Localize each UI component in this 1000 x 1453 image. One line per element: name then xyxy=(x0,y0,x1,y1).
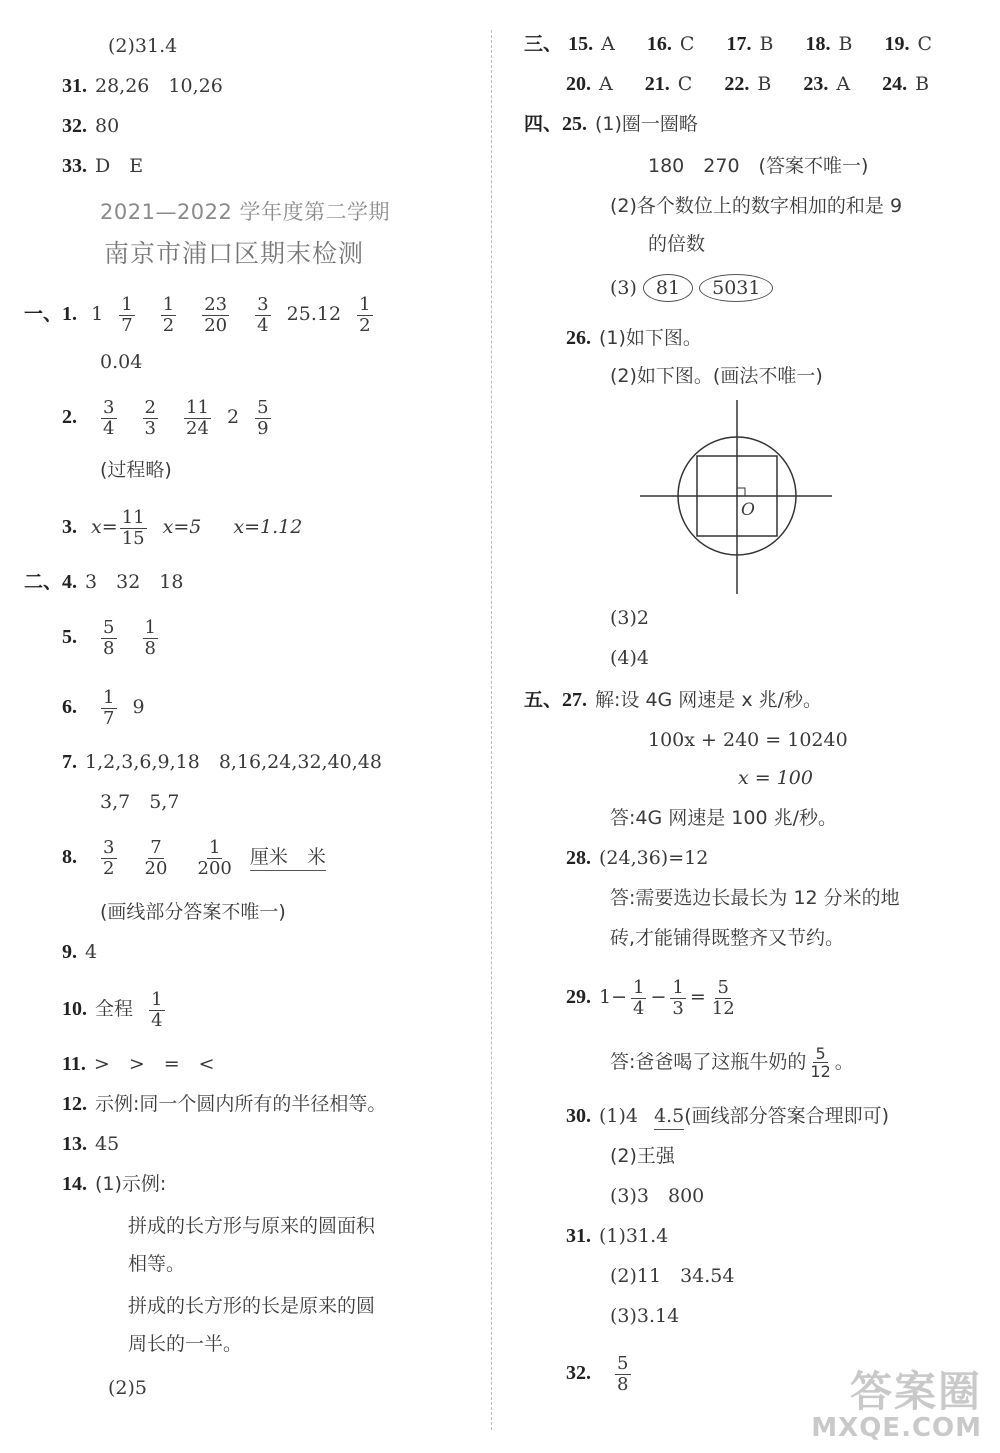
answer-4: 二、4. 3 32 18 xyxy=(24,571,184,593)
answer-31-c: (3)3.14 xyxy=(610,1305,680,1327)
center-label-o: O xyxy=(741,500,755,520)
answer-5: 5. $\frac{5}{8}$ $\frac{1}{8}$ xyxy=(62,616,156,659)
fraction: $\frac{3}{4}$ xyxy=(257,293,269,336)
answer-29: 29. 1− $\frac{1}{4}$ − $\frac{1}{3}$ = $\frac{5}{12}$ xyxy=(566,976,735,1019)
circle-square-diagram xyxy=(640,400,832,594)
right-angle-mark xyxy=(737,488,745,496)
column-divider xyxy=(491,30,492,1430)
answer-14-p5: (2)5 xyxy=(108,1377,148,1399)
fraction: $\frac{5}{9}$ xyxy=(257,396,269,439)
underlined-answer: 厘米 米 xyxy=(250,846,326,871)
fraction: $\frac{1}{200}$ xyxy=(197,836,232,879)
fraction: $\frac{7}{20}$ xyxy=(144,836,168,879)
fraction: $\frac{2}{3}$ xyxy=(144,396,156,439)
answer-14: 14. (1)示例: xyxy=(62,1173,167,1195)
answer-14-p3: 拼成的长方形的长是原来的圆 xyxy=(128,1295,376,1317)
circled-number: 81 xyxy=(643,274,693,302)
answer-29-b: 答:爸爸喝了这瓶牛奶的 $\frac{5}{12}$ 。 xyxy=(610,1044,854,1081)
fraction: $\frac{23}{20}$ xyxy=(204,293,228,336)
answer-1-cont: 0.04 xyxy=(100,351,143,373)
fraction: $\frac{11}{24}$ xyxy=(186,396,209,439)
answer-8-note: (画线部分答案不唯一) xyxy=(100,901,286,923)
answer-33-left: 33. D E xyxy=(62,155,144,177)
fraction: $\frac{5}{8}$ xyxy=(103,616,115,659)
answer-31-b: (2)11 34.54 xyxy=(610,1265,735,1287)
answer-26-b: (2)如下图。(画法不唯一) xyxy=(610,365,823,387)
answer-30-b: (2)王强 xyxy=(610,1145,675,1167)
fraction: $\frac{5}{12}$ xyxy=(711,976,735,1019)
answer-14-p2: 相等。 xyxy=(128,1253,186,1275)
answer-26-d: (4)4 xyxy=(610,647,650,669)
answers-15-19: 三、 15. A 16. C 17. B 18. B 19. C xyxy=(524,33,933,55)
answer-27: 五、27. 解:设 4G 网速是 x 兆/秒。 xyxy=(524,689,823,711)
answer-7-cont: 3,7 5,7 xyxy=(100,791,180,813)
fraction: $\frac{1}{2}$ xyxy=(359,293,371,336)
fraction: $\frac{1}{7}$ xyxy=(121,293,133,336)
fraction: $\frac{11}{15}$ xyxy=(121,506,145,549)
answer-12: 12. 示例:同一个圆内所有的半径相等。 xyxy=(62,1093,387,1115)
answer-2-note: (过程略) xyxy=(100,459,172,481)
fraction: $\frac{1}{7}$ xyxy=(103,686,115,729)
answer-32-left: 32. 80 xyxy=(62,115,120,137)
answer-25-c: (2)各个数位上的数字相加的和是 9 xyxy=(610,195,903,217)
answer-25: 四、25. (1)圈一圈略 xyxy=(524,113,698,135)
answer-8: 8. $\frac{3}{2}$ $\frac{7}{20}$ $\frac{1}{200}$ 厘米 米 xyxy=(62,836,326,879)
section-title-exam: 南京市浦口区期末检测 xyxy=(104,239,365,268)
section-title-year: 2021—2022 学年度第二学期 xyxy=(100,200,391,224)
fraction: $\frac{1}{3}$ xyxy=(672,976,684,1019)
answer-11: 11. > > = < xyxy=(62,1053,215,1075)
answers-20-24: 20. A 21. C 22. B 23. A 24. B xyxy=(566,73,930,95)
answer-26-c: (3)2 xyxy=(610,607,650,629)
answer-25-b: 180 270 (答案不唯一) xyxy=(648,155,869,177)
answer-1: 一、1. 1 $\frac{1}{7}$ $\frac{1}{2}$ $\frac{23}{20}$ $\frac{3}{4}$ 25.12 $\frac{1}{2}$ xyxy=(24,293,371,336)
circled-number: 5031 xyxy=(699,274,773,302)
answer-25-d: 的倍数 xyxy=(648,233,706,255)
answer-31: 31. (1)31.4 xyxy=(566,1225,669,1247)
answer-28-b: 答:需要选边长最长为 12 分米的地 xyxy=(610,887,900,909)
underlined-answer: 4.5 xyxy=(654,1105,684,1130)
left-line-1: (2)31.4 xyxy=(108,35,178,57)
answer-9: 9. 4 xyxy=(62,941,98,963)
answer-25-e: (3) 81 5031 xyxy=(610,274,773,302)
watermark: 答案圈 MXQE.COM xyxy=(811,1367,982,1443)
answer-6: 6. $\frac{1}{7}$ 9 xyxy=(62,686,145,729)
answer-13: 13. 45 xyxy=(62,1133,120,1155)
answer-27-b: 100x + 240 = 10240 xyxy=(648,729,848,751)
fraction: $\frac{3}{4}$ xyxy=(103,396,115,439)
fraction: $\frac{5}{8}$ xyxy=(617,1352,629,1395)
answer-7: 7. 1,2,3,6,9,18 8,16,24,32,40,48 xyxy=(62,751,382,773)
answer-31-left: 31. 28,26 10,26 xyxy=(62,75,223,97)
fraction: $\frac{5}{12}$ xyxy=(810,1044,831,1081)
fraction: $\frac{1}{2}$ xyxy=(162,293,175,336)
answer-14-p1: 拼成的长方形与原来的圆面积 xyxy=(128,1215,376,1237)
answer-27-d: 答:4G 网速是 100 兆/秒。 xyxy=(610,807,837,829)
answer-10: 10. 全程 $\frac{1}{4}$ xyxy=(62,988,163,1031)
answer-32: 32. $\frac{5}{8}$ xyxy=(566,1352,629,1395)
fraction: $\frac{1}{4}$ xyxy=(633,976,645,1019)
answer-26: 26. (1)如下图。 xyxy=(566,327,702,349)
answer-30-c: (3)3 800 xyxy=(610,1185,705,1207)
answer-2: 2. $\frac{3}{4}$ $\frac{2}{3}$ $\frac{11}{24}$ 2 $\frac{5}{9}$ xyxy=(62,396,269,439)
answer-27-c: x = 100 xyxy=(738,767,813,789)
fraction: $\frac{1}{4}$ xyxy=(151,988,163,1031)
answer-30: 30. (1)4 4.5(画线部分答案合理即可) xyxy=(566,1104,889,1128)
answer-28: 28. (24,36)=12 xyxy=(566,847,709,869)
answer-28-c: 砖,才能铺得既整齐又节约。 xyxy=(610,927,845,949)
answer-14-p4: 周长的一半。 xyxy=(128,1333,243,1355)
fraction: $\frac{1}{8}$ xyxy=(144,616,156,659)
fraction: $\frac{3}{2}$ xyxy=(103,836,115,879)
answer-3: 3. x= $\frac{11}{15}$ x=5 x=1.12 xyxy=(62,506,303,549)
